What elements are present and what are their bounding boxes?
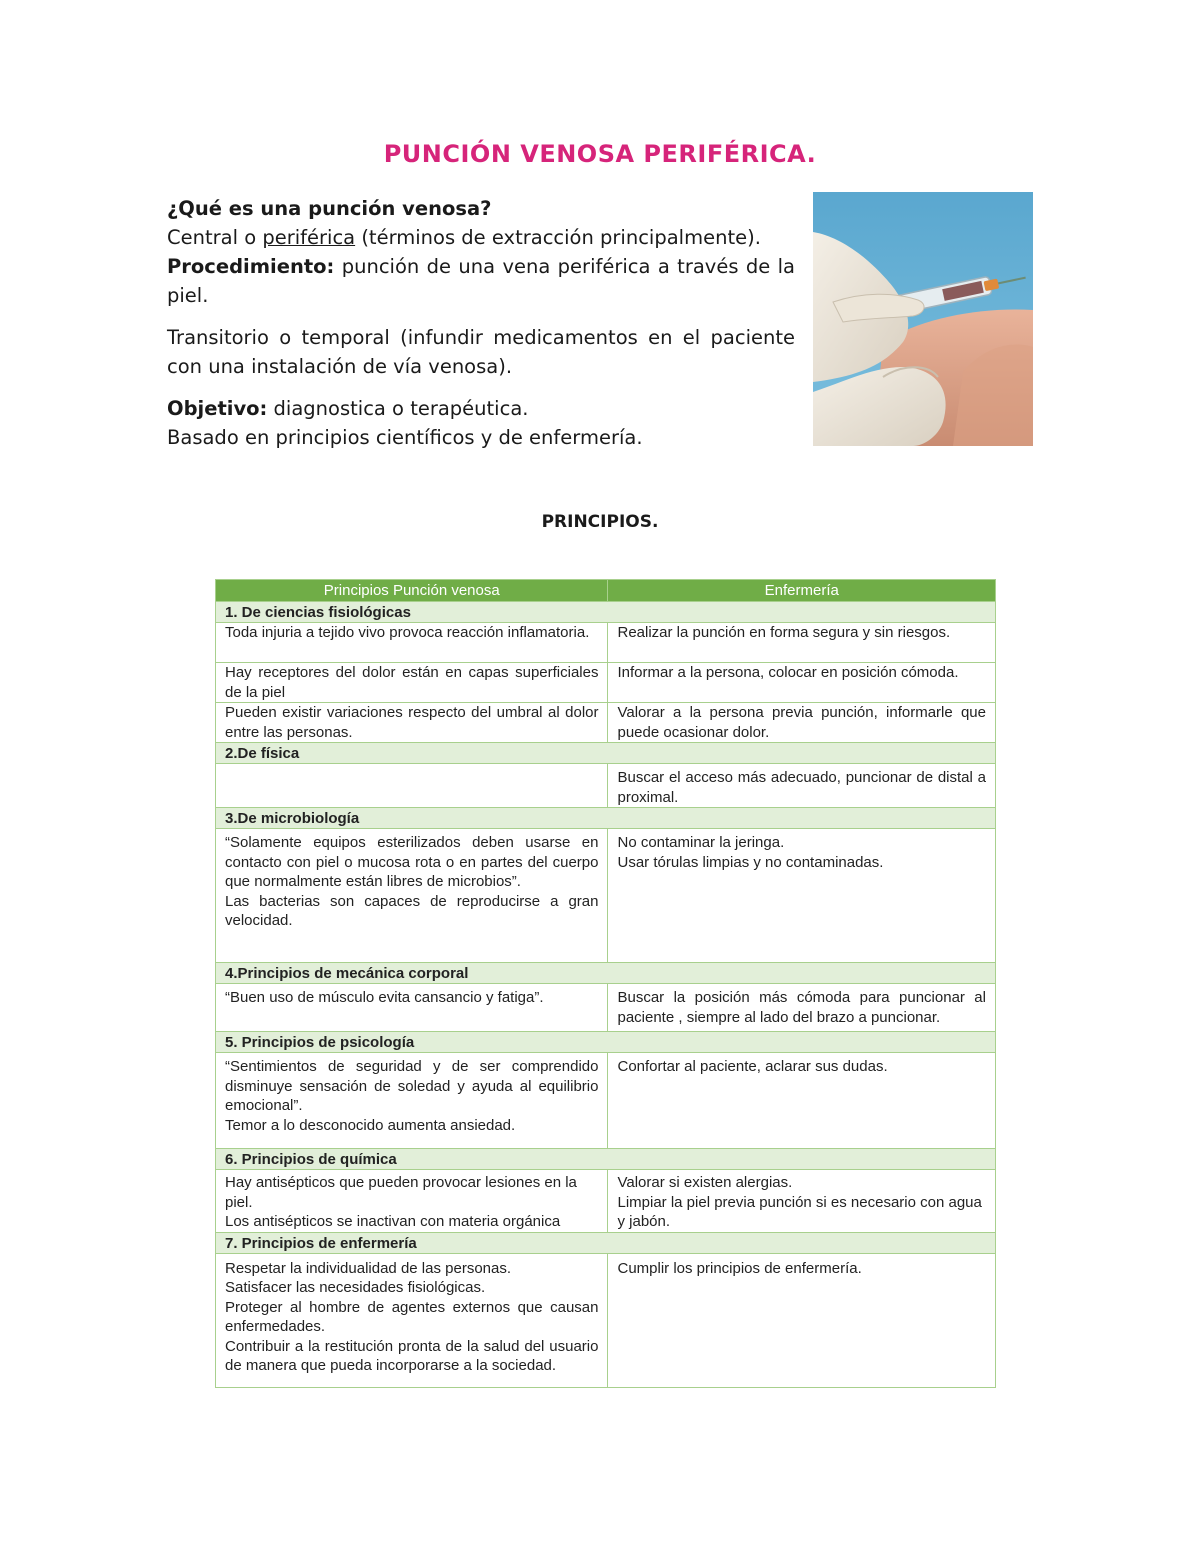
header-enfermeria: Enfermería (608, 580, 996, 602)
cell-nursing: Valorar a la persona previa punción, informarle que puede ocasionar dolor. (608, 703, 996, 743)
cell-principle: Toda injuria a tejido vivo provoca reacción inflamatoria. (216, 623, 608, 663)
cell-nursing: Realizar la punción en forma segura y sin riesgos. (608, 623, 996, 663)
principles-table (215, 579, 996, 1388)
table-row (216, 764, 996, 808)
basado-paragraph: Basado en principios científicos y de enfermería. (167, 426, 643, 449)
central-paragraph: Central o periférica (términos de extracción principalmente). (167, 226, 761, 249)
table-row (216, 1170, 996, 1233)
cell-principle-empty (216, 764, 608, 808)
intro-section (167, 194, 795, 452)
cell-nursing: Confortar al paciente, aclarar sus dudas. (608, 1053, 996, 1149)
table-header-row (216, 580, 996, 602)
table-row (216, 623, 996, 663)
section-row: 5. Principios de psicología (216, 1032, 996, 1053)
section-title-principios: PRINCIPIOS. (541, 512, 659, 532)
cell-principle: Hay antisépticos que pueden provocar lesiones en la piel. Los antisépticos se inactivan con materia orgánica (216, 1170, 608, 1233)
cell-principle: Hay receptores del dolor están en capas superficiales de la piel (216, 663, 608, 703)
objetivo-paragraph: Objetivo: diagnostica o terapéutica. (167, 397, 529, 420)
cell-nursing: No contaminar la jeringa. Usar tórulas limpias y no contaminadas. (608, 829, 996, 963)
table-row (216, 1253, 996, 1387)
table-row (216, 663, 996, 703)
cell-nursing: Valorar si existen alergias. Limpiar la piel previa punción si es necesario con agua y jabón. (608, 1170, 996, 1233)
table-row (216, 1053, 996, 1149)
section-row: 7. Principios de enfermería (216, 1232, 996, 1253)
table-row (216, 984, 996, 1032)
cell-nursing: Informar a la persona, colocar en posición cómoda. (608, 663, 996, 703)
periferica-underlined: periférica (262, 226, 356, 249)
cell-nursing: Cumplir los principios de enfermería. (608, 1253, 996, 1387)
table-row (216, 829, 996, 963)
intro-question: ¿Qué es una punción venosa? (167, 197, 492, 220)
cell-principle: “Solamente equipos esterilizados deben usarse en contacto con piel o mucosa rota o en partes del cuerpo que normalmente están libres de microbios”. Las bacterias son capaces de reproducirse a gran velocidad. (216, 829, 608, 963)
transitorio-paragraph: Transitorio o temporal (infundir medicamentos en el paciente con una instalación de vía venosa). (167, 326, 795, 378)
procedimiento-paragraph: Procedimiento: punción de una vena periférica a través de la piel. (167, 255, 795, 307)
page-title: PUNCIÓN VENOSA PERIFÉRICA. (383, 140, 817, 168)
cell-nursing: Buscar el acceso más adecuado, puncionar de distal a proximal. (608, 764, 996, 808)
table-row (216, 703, 996, 743)
section-row: 6. Principios de química (216, 1149, 996, 1170)
cell-principle: “Sentimientos de seguridad y de ser comprendido disminuye sensación de soledad y ayuda al equilibrio emocional”. Temor a lo desconocido aumenta ansiedad. (216, 1053, 608, 1149)
cell-principle: Pueden existir variaciones respecto del umbral al dolor entre las personas. (216, 703, 608, 743)
venipuncture-photo (813, 192, 1033, 446)
section-row: 4.Principios de mecánica corporal (216, 963, 996, 984)
objetivo-label: Objetivo: (167, 397, 268, 420)
header-principios: Principios Punción venosa (216, 580, 608, 602)
section-row: 2.De física (216, 743, 996, 764)
section-row: 3.De microbiología (216, 808, 996, 829)
section-row: 1. De ciencias fisiológicas (216, 602, 996, 623)
cell-principle: “Buen uso de músculo evita cansancio y fatiga”. (216, 984, 608, 1032)
cell-principle: Respetar la individualidad de las personas. Satisfacer las necesidades fisiológicas. Proteger al hombre de agentes externos que causan enfermedades. Contribuir a la restitución pronta de la salud del usuario de manera que pueda incorporarse a la sociedad. (216, 1253, 608, 1387)
cell-nursing: Buscar la posición más cómoda para puncionar al paciente , siempre al lado del brazo a puncionar. (608, 984, 996, 1032)
procedimiento-label: Procedimiento: (167, 255, 335, 278)
